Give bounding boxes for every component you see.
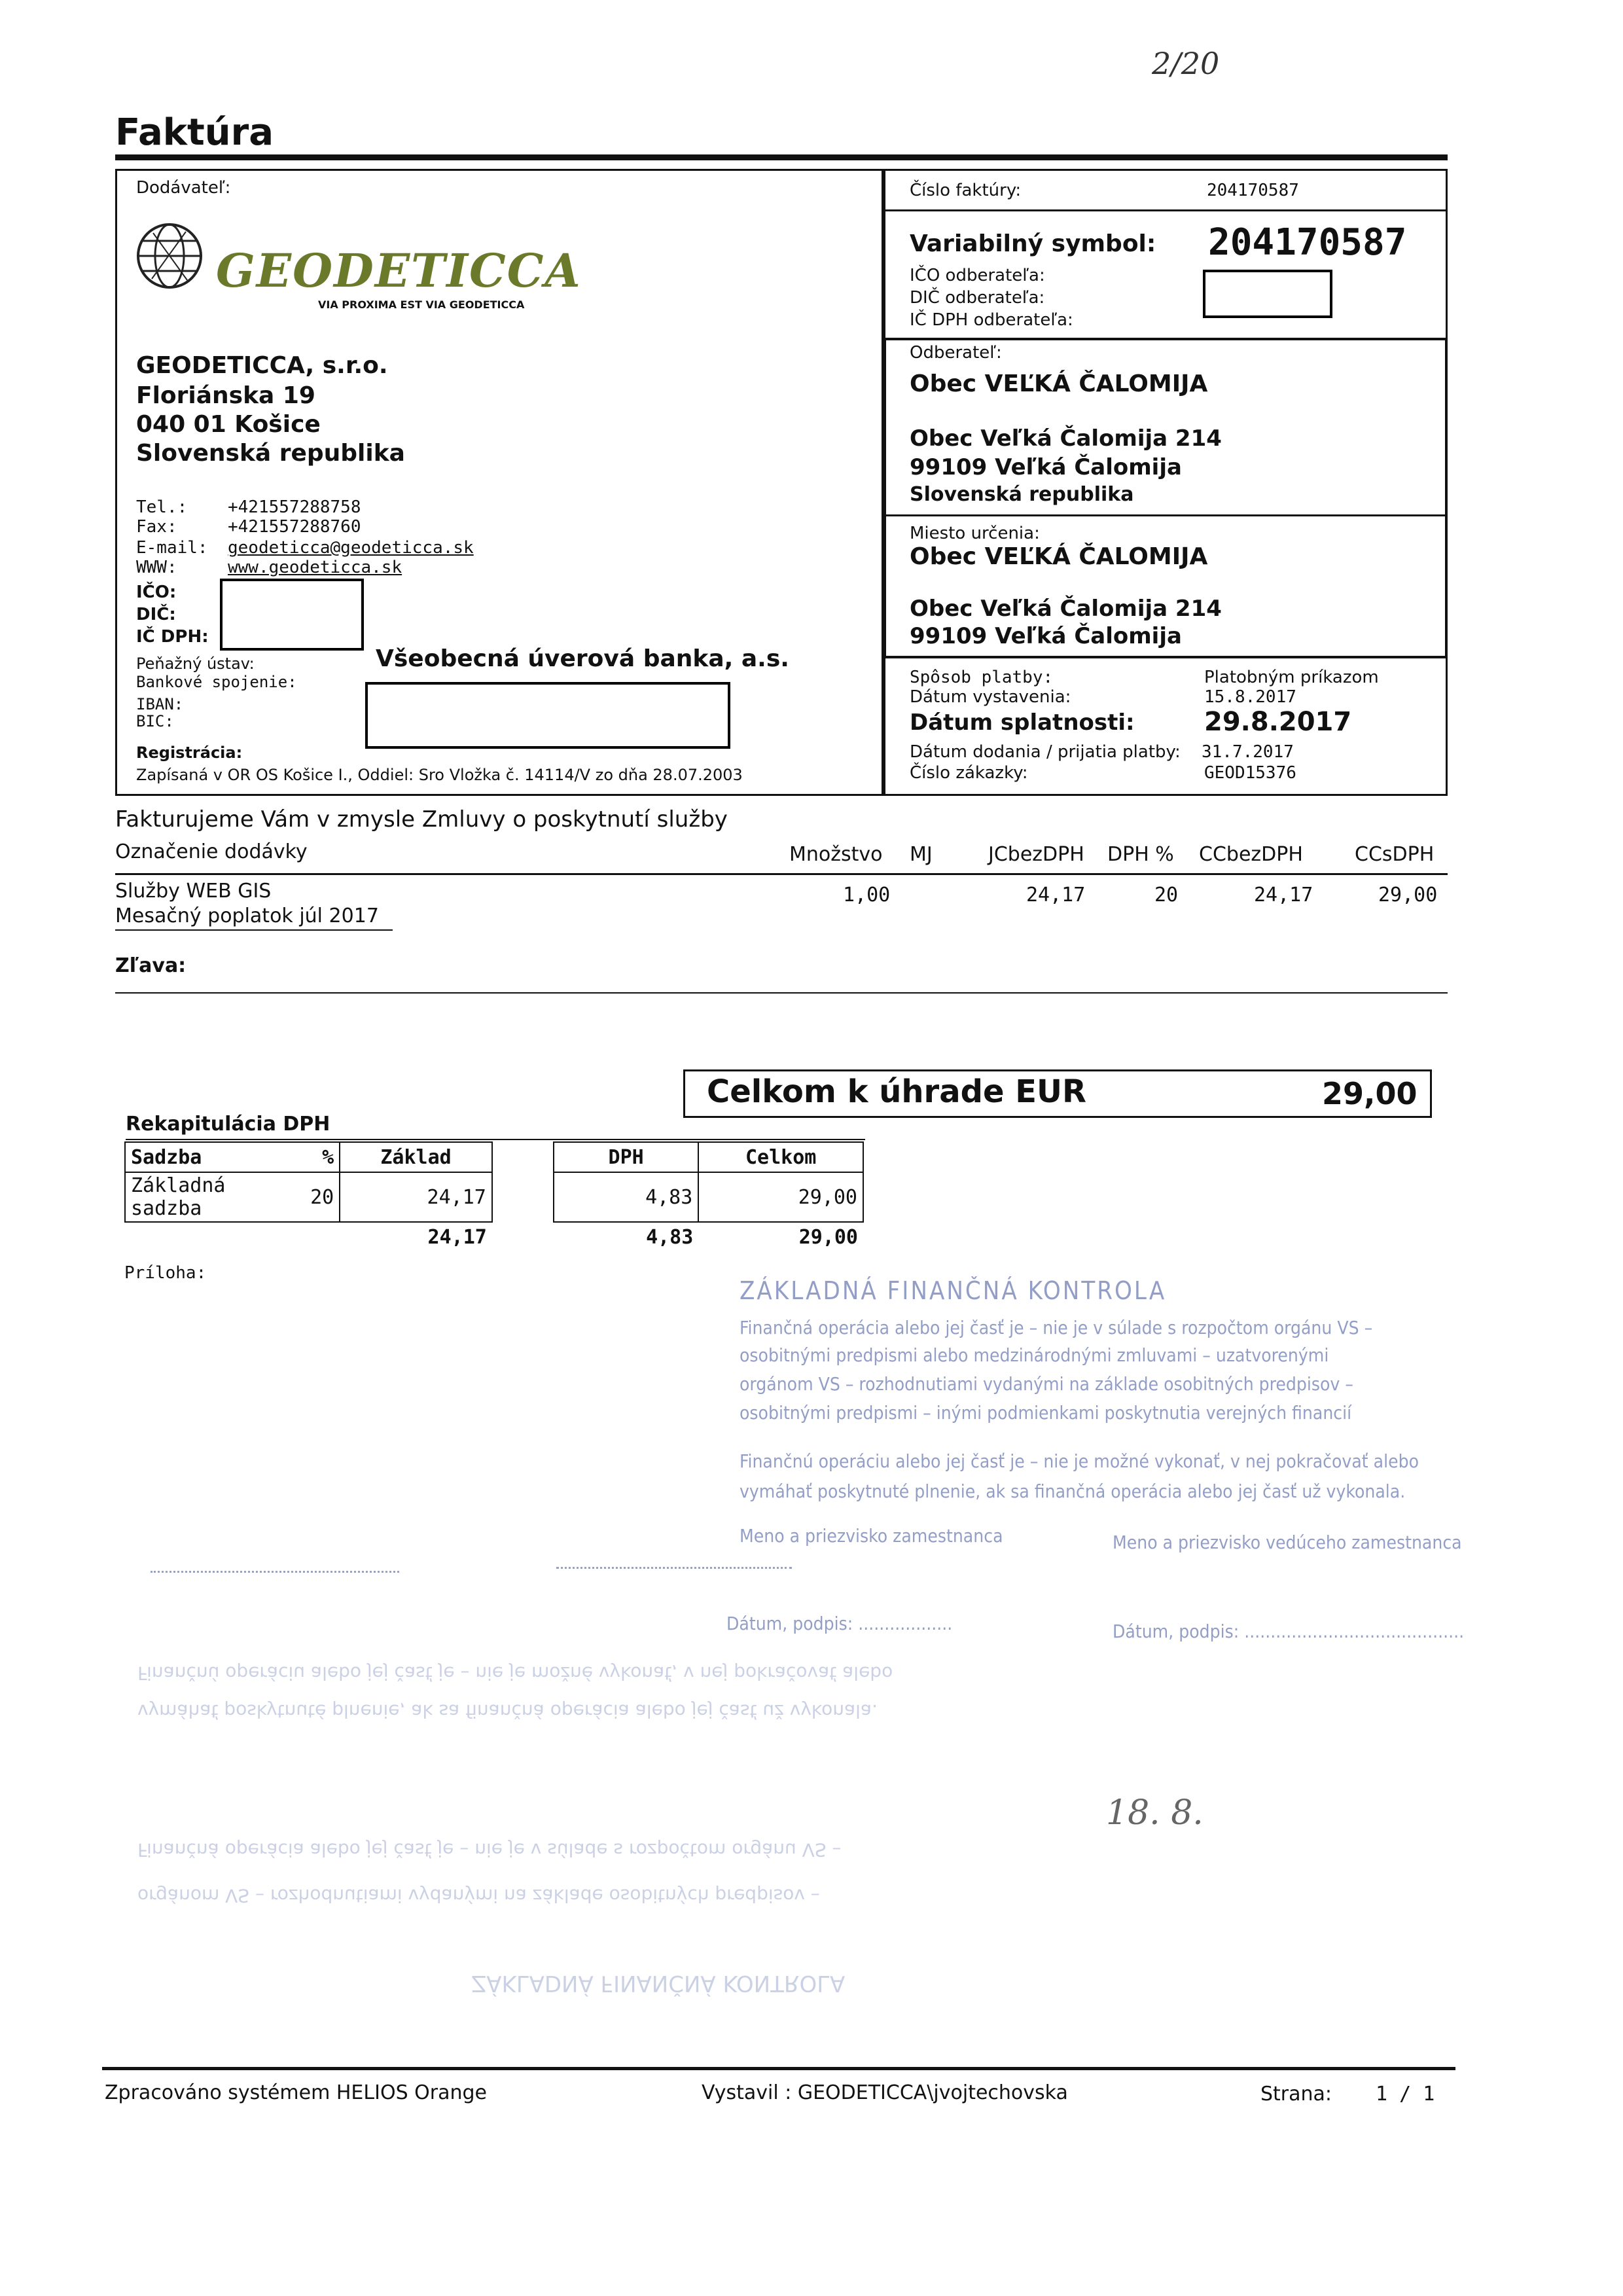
vat-blank (290, 1222, 340, 1251)
items-header-rule (115, 873, 1448, 875)
tel-label: Tel.: (136, 497, 188, 517)
issue-date: 15.8.2017 (1204, 687, 1296, 707)
iban-label: IBAN: (136, 695, 184, 713)
fax-value: +421557288760 (228, 517, 361, 537)
vat-row-vat: 4,83 (554, 1172, 698, 1222)
vat-gap (492, 1142, 554, 1172)
redacted-ids (220, 579, 364, 651)
vat-h-vat: DPH (554, 1142, 698, 1172)
customer-country: Slovenská republika (910, 483, 1134, 506)
registration-text: Zapísaná v OR OS Košice I., Oddiel: Sro Vložka č. 14114/V zo dňa 28.07.2003 (136, 766, 743, 784)
handwritten-date: 18. 8. (1106, 1793, 1204, 1833)
stamp-line4: osobitnými predpismi – inými podmienkami poskytnutia verejných financií (740, 1402, 1352, 1424)
item-unit-price: 24,17 (1026, 884, 1086, 906)
item-line2: Mesačný poplatok júl 2017 (115, 905, 379, 927)
vat-h-base: Základ (340, 1142, 492, 1172)
total-value: 29,00 (1322, 1076, 1418, 1111)
item-total-vat: 29,00 (1378, 884, 1438, 906)
vat-blank (125, 1222, 290, 1251)
vs-label: Variabilný symbol: (910, 230, 1156, 257)
handwritten-mark: 2/20 (1152, 46, 1220, 81)
email-label: E-mail: (136, 538, 208, 558)
vat-recap-table (124, 1141, 864, 1251)
tel-value: +421557288758 (228, 497, 361, 517)
customer-divider (883, 514, 1448, 516)
document-title: Faktúra (115, 111, 274, 154)
order-number: GEOD15376 (1204, 763, 1296, 783)
col-total-vat: CCsDPH (1355, 843, 1435, 866)
ico-label: IČO: (136, 583, 177, 602)
item-line1: Služby WEB GIS (115, 880, 272, 903)
stamp-line5: Finančnú operáciu alebo jej časť je – nie je možné vykonať, v nej pokračovať alebo (740, 1450, 1419, 1472)
vat-gap (492, 1172, 554, 1222)
delivery-date-label: Dátum dodania / prijatia platby: (910, 742, 1181, 762)
vat-h-rate: Sadzba (125, 1142, 290, 1172)
redacted-bank-account (365, 682, 730, 749)
col-unit-price: JCbezDPH (988, 843, 1084, 866)
stamp-sign1: Dátum, podpis: .................. (726, 1613, 953, 1634)
stamp-employee-name: Meno a priezvisko zamestnanca (740, 1525, 1003, 1547)
vat-recap-rule (126, 1139, 865, 1140)
issue-date-label: Dátum vystavenia: (910, 687, 1071, 707)
stamp-title: ZÁKLADNÁ FINANČNÁ KONTROLA (740, 1276, 1167, 1305)
buyer-icdph-label: IČ DPH odberateľa: (910, 310, 1073, 330)
discount-rule (115, 992, 1448, 994)
ghost-stamp-line3: orgánom VS – rozhodnutiami vydanými na základe osobitných predpisov – (137, 1885, 820, 1907)
vat-h-total: Celkom (698, 1142, 863, 1172)
icdph-label: IČ DPH: (136, 627, 209, 647)
vat-sum-base: 24,17 (427, 1225, 487, 1249)
supplier-country: Slovenská republika (136, 440, 405, 467)
customer-name: Obec VEĽKÁ ČALOMIJA (910, 370, 1208, 397)
buyer-dic-label: DIČ odberateľa: (910, 288, 1045, 308)
supplier-street: Floriánska 19 (136, 382, 315, 409)
customer-city: 99109 Veľká Čalomija (910, 454, 1182, 480)
bank-label: Peňažný ústav: (136, 655, 255, 673)
footer-system: Zpracováno systémem HELIOS Orange (105, 2081, 487, 2104)
ghost-stamp-line1: Finančná operácia alebo jej časť je – nie je v súlade s rozpočtom orgánu VS – (137, 1839, 842, 1861)
ghost-stamp-line5: Finančnú operáciu alebo jej časť je – nie je možné vykonať, v nej pokračovať alebo (137, 1662, 893, 1684)
customer-label: Odberateľ: (910, 343, 1002, 363)
redacted-buyer-ids (1203, 270, 1332, 318)
vat-row-pct: 20 (290, 1172, 340, 1222)
delivery-date: 31.7.2017 (1202, 742, 1294, 762)
col-total-no-vat: CCbezDPH (1199, 843, 1303, 866)
logo-text: GEODETICCA (216, 243, 582, 298)
footer-page: 1 / 1 (1376, 2083, 1435, 2106)
due-date: 29.8.2017 (1204, 707, 1352, 737)
stamp-line6: vymáhať poskytnuté plnenie, ak sa finančná operácia alebo jej časť už vykonala. (740, 1480, 1406, 1502)
registration-label: Registrácia: (136, 744, 243, 762)
vs-value: 204170587 (1208, 221, 1407, 264)
total-label: Celkom k úhrade EUR (707, 1073, 1086, 1110)
col-qty: Množstvo (789, 843, 883, 866)
ghost-stamp-line6: vymáhať poskytnuté plnenie, ak sa finančná operácia alebo jej časť už vykonala. (137, 1700, 878, 1722)
supplier-name: GEODETICCA, s.r.o. (136, 352, 388, 379)
item-total-no-vat: 24,17 (1254, 884, 1313, 906)
vat-row-total: 29,00 (698, 1172, 863, 1222)
logo-motto: VIA PROXIMA EST VIA GEODETICCA (318, 298, 525, 311)
fax-label: Fax: (136, 517, 177, 537)
www-link[interactable]: www.geodeticca.sk (228, 558, 402, 577)
footer-page-label: Strana: (1260, 2083, 1332, 2106)
customer-street: Obec Veľká Čalomija 214 (910, 425, 1222, 452)
ghost-stamp-title: ZÁKLADNÁ FINANČNÁ KONTROLA (471, 1970, 846, 1996)
item-vat-pct: 20 (1154, 884, 1179, 906)
vat-recap-sum-row (125, 1222, 863, 1251)
www-label: WWW: (136, 558, 177, 577)
item-qty: 1,00 (843, 884, 891, 906)
dotted-line-left (151, 1571, 399, 1573)
bic-label: BIC: (136, 712, 174, 730)
email-link[interactable]: geodeticca@geodeticca.sk (228, 538, 474, 558)
payment-method: Platobným príkazom (1204, 668, 1379, 687)
vat-sum-total: 29,00 (798, 1225, 858, 1249)
vat-gap (492, 1222, 554, 1251)
col-unit: MJ (910, 843, 933, 866)
due-date-label: Dátum splatnosti: (910, 709, 1135, 736)
dotted-line-mid (556, 1567, 792, 1569)
intro-text: Fakturujeme Vám v zmysle Zmluvy o poskytnutí služby (115, 806, 728, 833)
footer-rule (102, 2067, 1455, 2070)
destination-label: Miesto určenia: (910, 524, 1040, 543)
vat-recap-header-row (125, 1142, 863, 1172)
col-desc: Označenie dodávky (115, 840, 308, 863)
payment-method-label: Spôsob platby: (910, 668, 1054, 687)
vat-h-pct: % (290, 1142, 340, 1172)
vat-row-rate: Základná sadzba (125, 1172, 290, 1222)
buyer-ico-label: IČO odberateľa: (910, 266, 1045, 285)
invoice-number-label: Číslo faktúry: (910, 181, 1022, 200)
dic-label: DIČ: (136, 605, 176, 624)
stamp-line3: orgánom VS – rozhodnutiami vydanými na základe osobitných predpisov – (740, 1373, 1353, 1395)
discount-label: Zľava: (115, 954, 187, 977)
vat-sum-vat: 4,83 (646, 1225, 694, 1249)
footer-issuer: Vystavil : GEODETICCA\jvojtechovska (702, 2081, 1068, 2104)
order-number-label: Číslo zákazky: (910, 763, 1028, 783)
vat-recap-title: Rekapitulácia DPH (126, 1113, 330, 1136)
destination-city: 99109 Veľká Čalomija (910, 623, 1182, 649)
stamp-line2: osobitnými predpismi alebo medzinárodnými zmluvami – uzatvorenými (740, 1344, 1329, 1366)
stamp-line1: Finančná operácia alebo jej časť je – nie je v súlade s rozpočtom orgánu VS – (740, 1317, 1373, 1338)
attachment-label: Príloha: (124, 1263, 207, 1283)
bank-name: Všeobecná úverová banka, a.s. (376, 645, 789, 672)
globe-logo-icon (134, 220, 205, 292)
stamp-sign2: Dátum, podpis: .......................................... (1113, 1621, 1465, 1642)
destination-name: Obec VEĽKÁ ČALOMIJA (910, 543, 1208, 570)
invoice-number-divider (883, 209, 1448, 211)
bank-conn-label: Bankové spojenie: (136, 673, 297, 691)
col-vat-pct: DPH % (1107, 843, 1174, 866)
supplier-city: 040 01 Košice (136, 411, 321, 438)
invoice-number: 204170587 (1207, 181, 1299, 200)
item-rule (115, 929, 393, 931)
stamp-manager-name: Meno a priezvisko vedúceho zamestnanca (1113, 1532, 1462, 1553)
supplier-label: Dodávateľ: (136, 178, 231, 198)
destination-street: Obec Veľká Čalomija 214 (910, 596, 1222, 622)
vat-row-base: 24,17 (340, 1172, 492, 1222)
vat-recap-row (125, 1172, 863, 1222)
title-rule (115, 154, 1448, 160)
